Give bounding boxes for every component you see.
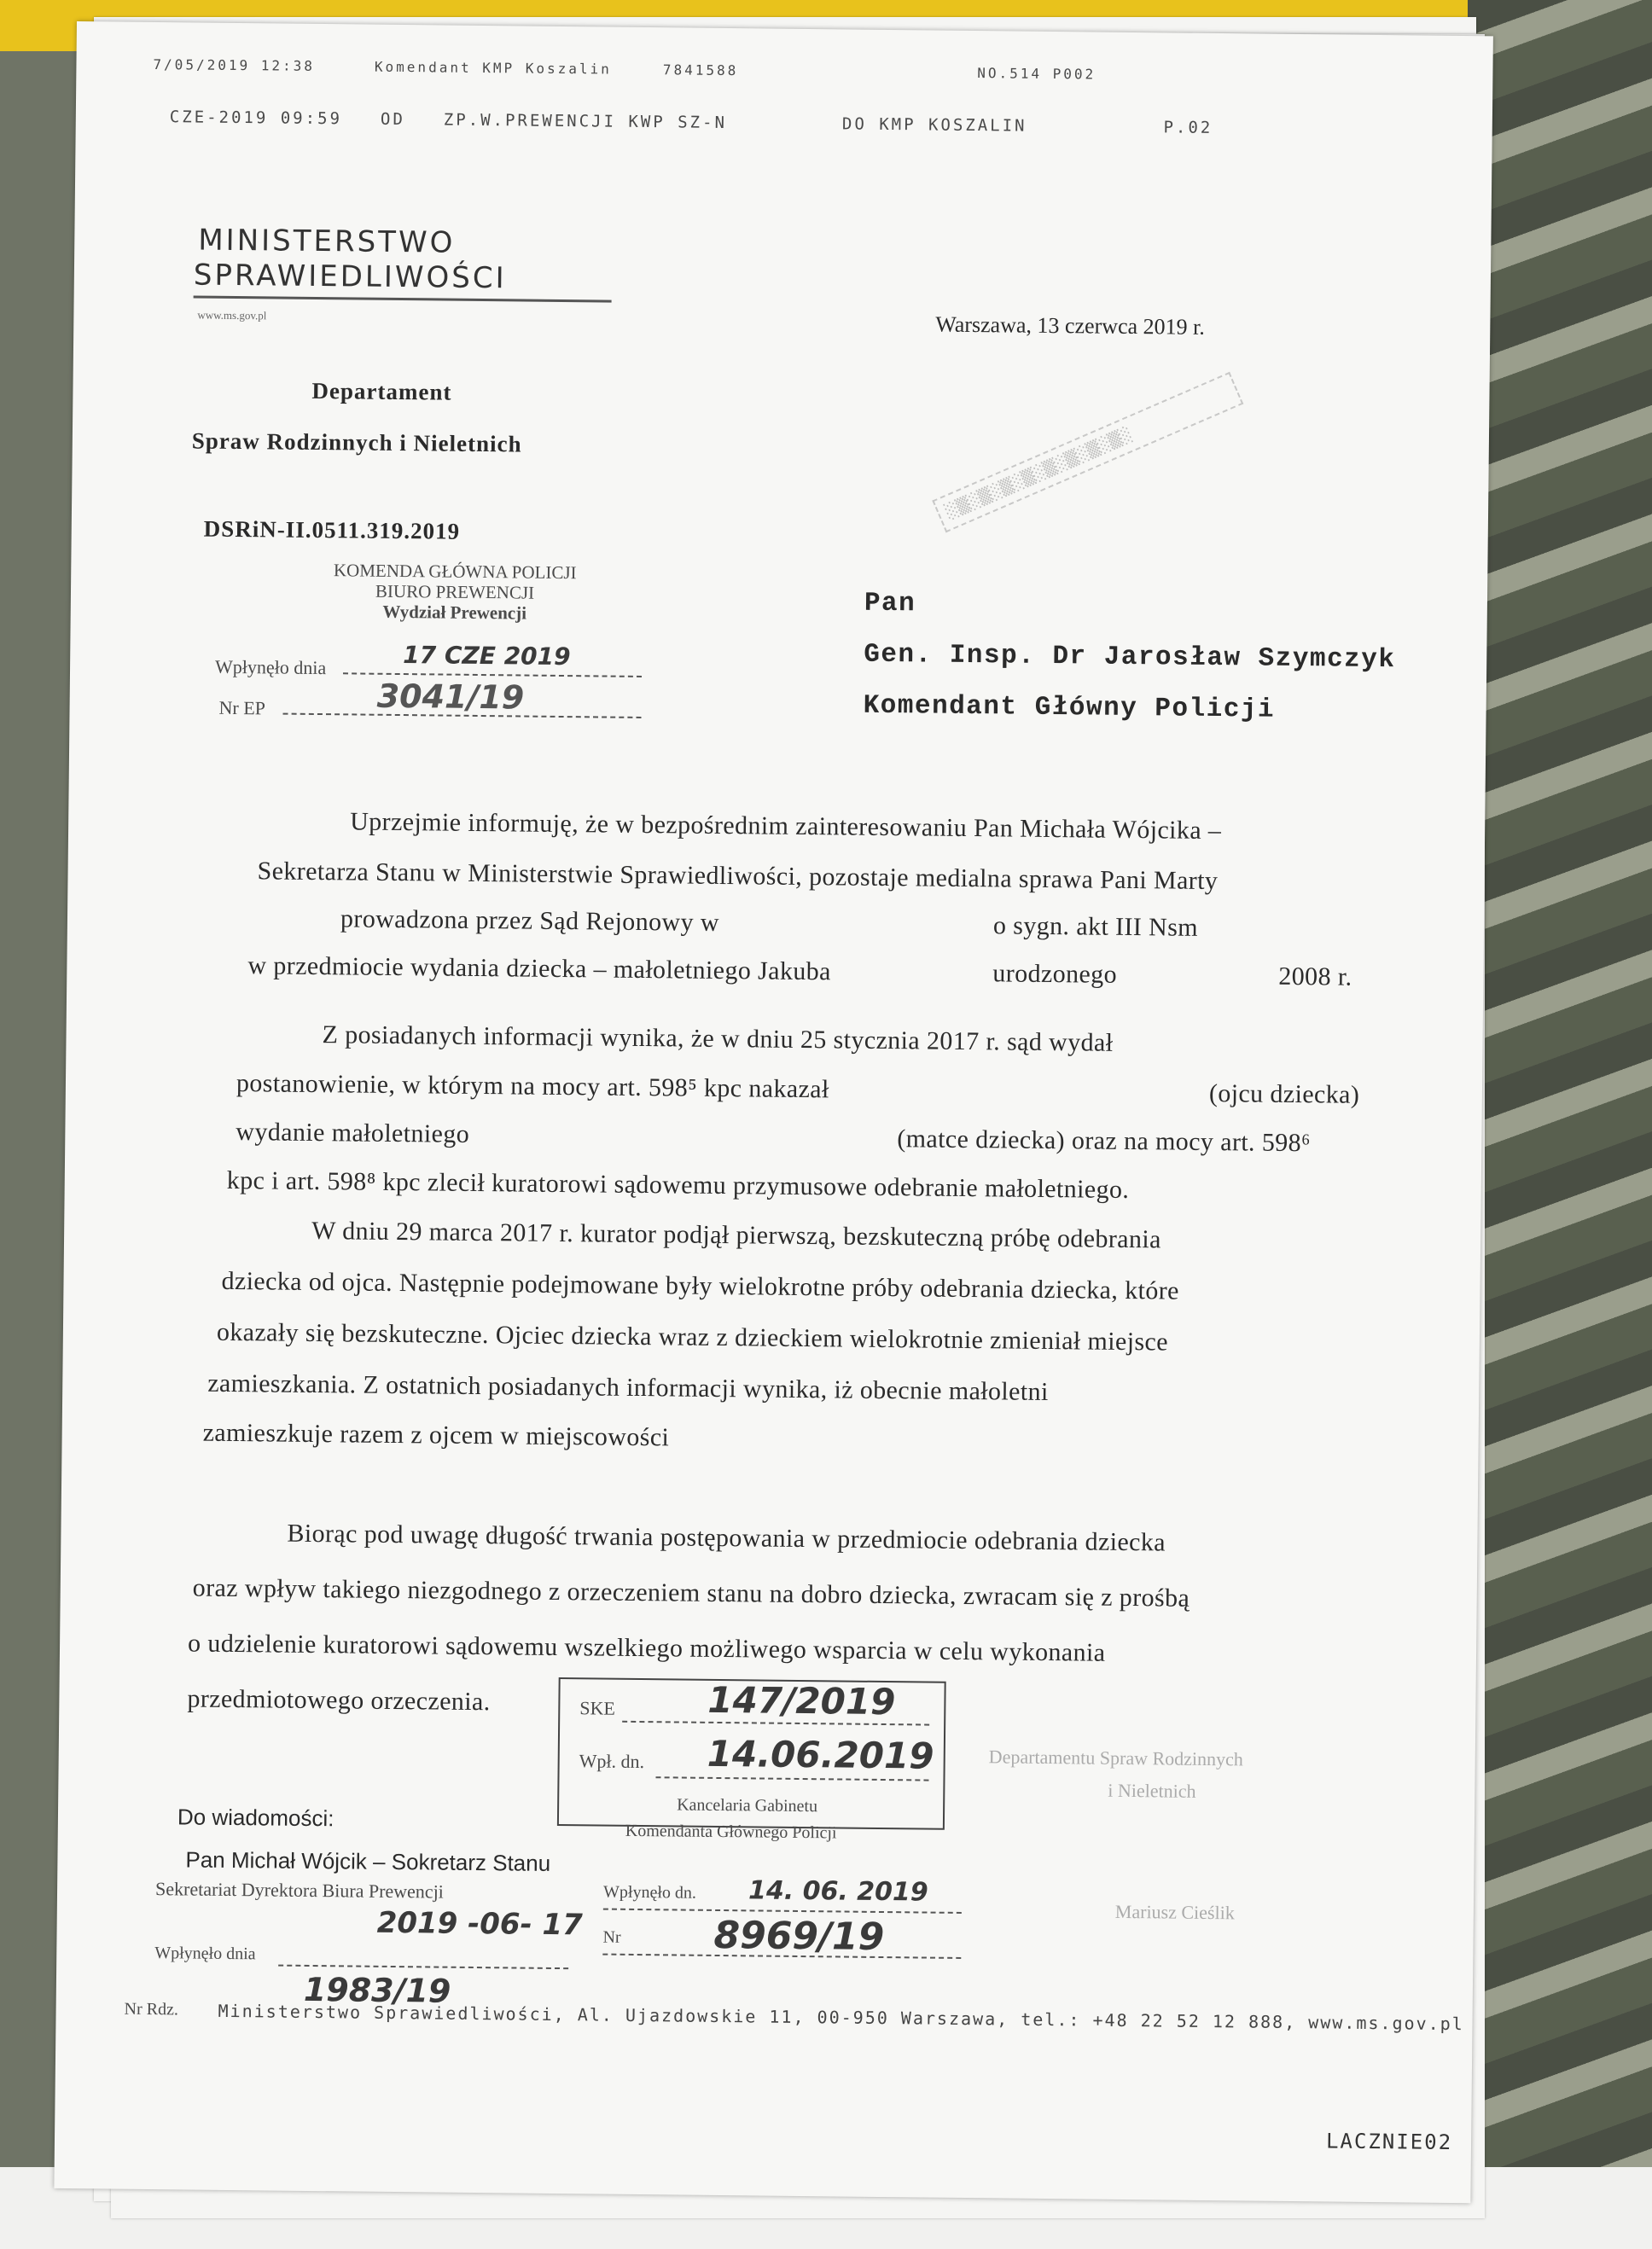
ministry-web: www.ms.gov.pl [197, 308, 267, 323]
p2-line-2b: (ojcu dziecka) [1208, 1078, 1360, 1109]
cc-label: Do wiadomości: [177, 1804, 334, 1832]
fax-header-1: 7/05/2019 12:38 Komendant KMP Koszalin 7841588 NO.514 P002 [153, 55, 1096, 83]
p2-line-3a: wydanie małoletniego [236, 1118, 470, 1148]
bottom-stamp-received-line [278, 1965, 568, 1970]
p4-line-3: o udzielenie kuratorowi sądowemu wszelkiego możliwego wsparcia w celu wykonania [187, 1629, 1106, 1667]
kancelaria-nr-value: 8969/19 [713, 1913, 885, 1960]
department-name: Spraw Rodzinnych i Nieletnich [191, 427, 522, 457]
signature-name: Mariusz Cieślik [1114, 1900, 1235, 1924]
p1-line-3b: o sygn. akt III Nsm [992, 911, 1199, 942]
ministry-logo-line2: SPRAWIEDLIWOŚCI [193, 258, 507, 296]
p4-line-1: Biorąc pod uwagę długość trwania postępowania w przedmiocie odebrania dziecka [287, 1519, 1166, 1557]
p1-line-3a: prowadzona przez Sąd Rejonowy w [340, 904, 720, 937]
received-stamp-row-3: Wydział Prewencji [382, 601, 527, 624]
ske-label: SKE [579, 1697, 616, 1719]
department-label: Departament [311, 377, 452, 405]
recipient-salutation: Pan [864, 588, 916, 619]
kancelaria-received-line [603, 1909, 962, 1914]
reference-number: DSRiN-II.0511.319.2019 [203, 515, 461, 544]
p3-line-4: zamieszkania. Z ostatnich posiadanych informacji wynika, iż obecnie małoletni [207, 1369, 1049, 1407]
p4-line-2: oraz wpływ takiego niezgodnego z orzeczeniem stanu na dobro dziecka, zwracam się z prośbą [192, 1573, 1190, 1613]
fax-footer: LACZNIE02 [1325, 2129, 1453, 2155]
p1-line-4a: w przedmiocie wydania dziecka – małoletniego Jakuba [247, 951, 832, 986]
received-nr-value: 3041/19 [376, 677, 525, 717]
received-stamp [267, 559, 643, 625]
p3-line-5: zamieszkuje razem z ojcem w miejscowości [202, 1418, 670, 1452]
p2-line-4: kpc i art. 598⁸ kpc zlecił kuratorowi sądowemu przymusowe odebranie małoletniego. [226, 1165, 1130, 1204]
background-tablecloth [1468, 0, 1652, 2249]
ske-value: 147/2019 [707, 1678, 896, 1723]
p1-line-1: Uprzejmie informuję, że w bezpośrednim zainteresowaniu Pan Michała Wójcika – [350, 807, 1222, 846]
ske-wpl-label: Wpł. dn. [579, 1750, 645, 1773]
p4-line-4: przedmiotowego orzeczenia. [187, 1684, 491, 1717]
footer-address: Ministerstwo Sprawiedliwości, Al. Ujazdowskie 11, 00-950 Warszawa, tel.: +48 22 52 12 888, www.ms.gov.pl [218, 2000, 1464, 2035]
letter-page [54, 21, 1493, 2203]
p3-line-1: W dniu 29 marca 2017 r. kurator podjął pierwszą, bezskuteczną próbę odebrania [311, 1216, 1162, 1254]
p1-line-4b: urodzonego [992, 959, 1118, 989]
bottom-stamp-nr-label: Nr Rdz. [124, 1999, 179, 2019]
p1-line-2: Sekretarza Stanu w Ministerstwie Sprawiedliwości, pozostaje medialna sprawa Pani Marty [257, 857, 1219, 896]
ministry-logo-line1: MINISTERSTWO [198, 223, 456, 260]
bottom-stamp-nr-value: 1983/19 [303, 1970, 451, 2010]
p1-line-4c: 2008 r. [1278, 962, 1352, 991]
cc-item: Pan Michał Wójcik – Sokretarz Stanu [185, 1846, 551, 1876]
received-nr-label: Nr EP [218, 696, 266, 719]
logo-underline [194, 295, 612, 302]
p2-line-2a: postanowienie, w którym na mocy art. 598⁵ kpc nakazał [236, 1069, 829, 1104]
place-date: Warszawa, 13 czerwca 2019 r. [935, 311, 1206, 340]
p3-line-2: dziecka od ojca. Następnie podejmowane były wielokrotne próby odebrania dziecka, które [221, 1266, 1179, 1305]
received-date: 17 CZE 2019 [403, 641, 571, 671]
kancelaria-received-value: 14. 06. 2019 [747, 1875, 928, 1908]
p2-line-1: Z posiadanych informacji wynika, że w dniu 25 stycznia 2017 r. sąd wydał [322, 1020, 1114, 1057]
p3-line-3: okazały się bezskuteczne. Ojciec dziecka wraz z dzieckiem wielokrotnie zmieniał miejsce [216, 1317, 1169, 1357]
faded-stamp: ░▒░▒░▒░▒░▒░▒░▒░▒░ [932, 372, 1259, 572]
signature-line-1: Departamentu Spraw Rodzinnych [988, 1746, 1244, 1770]
received-stamp-row-1: KOMENDA GŁÓWNA POLICJI [333, 560, 577, 584]
bottom-stamp-date: 2019 -06- 17 [376, 1905, 584, 1943]
recipient-title: Komendant Główny Policji [863, 690, 1276, 725]
ske-row-4: Komendanta Głównego Policji [625, 1821, 837, 1843]
recipient-name: Gen. Insp. Dr Jarosław Szymczyk [864, 639, 1396, 676]
received-stamp-row-2: BIURO PREWENCJI [375, 580, 535, 603]
bottom-stamp-received-label: Wpłynęło dnia [154, 1944, 256, 1964]
kancelaria-received-label: Wpłynęło dn. [602, 1882, 697, 1903]
ske-row-3: Kancelaria Gabinetu [677, 1795, 818, 1816]
received-label: Wpłynęło dnia [214, 655, 327, 679]
fax-header-2: CZE-2019 09:59 OD ZP.W.PREWENCJI KWP SZ-N DO KMP KOSZALIN P.02 [169, 108, 1213, 137]
ske-wpl-value: 14.06.2019 [707, 1732, 934, 1777]
bottom-stamp-line-1: Sekretariat Dyrektora Biura Prewencji [154, 1878, 445, 1903]
signature-line-2: i Nieletnich [1108, 1779, 1196, 1802]
kancelaria-nr-label: Nr [602, 1927, 621, 1947]
p2-line-3b: (matce dziecka) oraz na mocy art. 598⁶ [897, 1124, 1312, 1158]
